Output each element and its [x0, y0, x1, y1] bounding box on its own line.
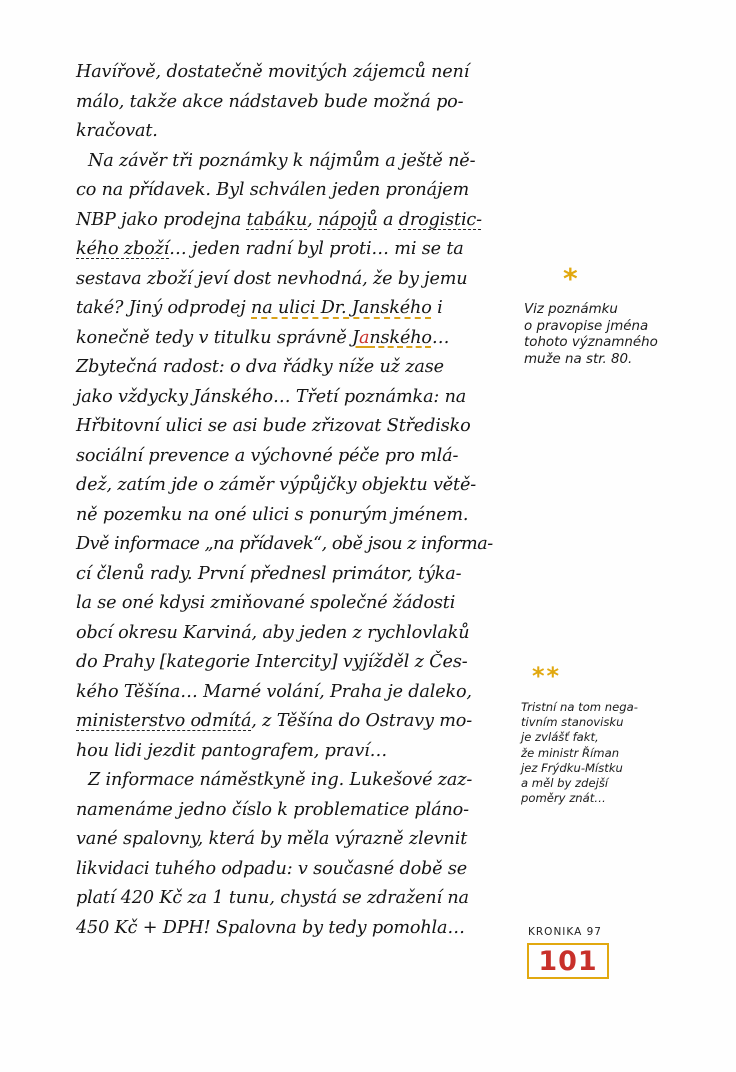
footnote-asterisk: * — [563, 262, 578, 295]
text-line: ně pozemku na oné ulici s ponurým jménem. — [76, 504, 469, 525]
text-line: do Prahy [kategorie Intercity] vyjížděl z Čes- — [76, 652, 468, 672]
name-rest: nského — [369, 327, 432, 348]
note-line: tohoto významného — [524, 335, 658, 350]
text-line: kého Těšína… Marné volání, Praha je daleko, — [76, 681, 472, 702]
text-line: 450 Kč + DPH! Spalovna by tedy pomohla… — [76, 917, 465, 938]
text-line: Zbytečná radost: o dva řádky níže už zase — [76, 357, 444, 377]
note-line: Tristní na tom nega- — [521, 700, 638, 714]
note-line: jez Frýdku-Místku — [521, 760, 623, 775]
text-line: Z informace náměstkyně ing. Lukešové zaz- — [88, 770, 473, 790]
note-line: že ministr Říman — [521, 745, 620, 760]
underlined-word: nápojů — [317, 209, 378, 230]
text-line: Na závěr tři poznámky k nájmům a ještě ně- — [88, 150, 476, 171]
text-line: Dvě informace „na přídavek“, obě jsou z informa- — [76, 534, 493, 554]
text-line: Hřbitovní ulici se asi bude zřizovat Středisko — [76, 416, 471, 436]
text-line: sestava zboží jeví dost nevhodná, že by jemu — [76, 268, 468, 289]
text-line: dež, zatím jde o záměr výpůjčky objektu větě- — [76, 475, 477, 495]
page-number: 101 — [538, 945, 598, 977]
note-line: je zvlášť fakt, — [521, 730, 599, 745]
text-line: platí 420 Kč za 1 tunu, chystá se zdražení na — [76, 888, 469, 908]
page-number-box — [527, 943, 609, 979]
name-letter: J — [352, 327, 360, 348]
text-line: Havířově, dostatečně movitých zájemců není — [76, 62, 470, 82]
text-line-underlined: také? Jiný odprodej na ulici Dr. Janského i — [76, 298, 443, 318]
text-line: namenáme jedno číslo k problematice pláno- — [76, 799, 469, 820]
text-line: cí členů rady. První přednesl primátor, týka- — [76, 563, 462, 584]
text-line-underlined: ministerstvo odmítá, z Těšína do Ostravy mo- — [76, 711, 473, 731]
underlined-word: kého zboží — [76, 239, 170, 259]
highlighted-name — [352, 328, 432, 348]
text-line: málo, takže akce nádstaveb bude možná po- — [76, 91, 464, 112]
note-line: muže na str. 80. — [524, 351, 633, 367]
underlined-word: drogistic- — [398, 209, 482, 230]
note-line: a měl by zdejší — [521, 776, 609, 791]
text-line: likvidaci tuhého odpadu: v současné době se — [76, 858, 467, 879]
note-line: tivním stanovisku — [521, 715, 624, 730]
underlined-word: tabáku — [246, 209, 308, 230]
text-line: co na přídavek. Byl schválen jeden pronájem — [76, 180, 470, 200]
note-line: poměry znát… — [521, 791, 606, 806]
margin-note-1 — [524, 302, 699, 368]
footnote-double-asterisk: ** — [532, 662, 562, 690]
text-line-underlined: kého zboží… jeden radní byl proti… mi se ta — [76, 239, 464, 259]
text-line: la se oné kdysi zmiňované společné žádosti — [76, 593, 456, 613]
text-line-underlined: konečně tedy v titulku správně Janského… — [76, 327, 450, 348]
text-line: hou lidi jezdit pantografem, praví… — [76, 740, 388, 761]
note-line: o pravopise jména — [524, 318, 649, 334]
text-line: vané spalovny, která by měla výrazně zlevnit — [76, 829, 468, 849]
text-line: kračovat. — [76, 121, 158, 141]
margin-note-2 — [521, 700, 681, 806]
chronicle-label: KRONIKA 97 — [528, 926, 602, 938]
highlighted-letter: a — [359, 327, 370, 348]
main-text-block — [76, 58, 516, 943]
note-line: Viz poznámku — [524, 302, 618, 317]
text-line: obcí okresu Karviná, aby jeden z rychlovlaků — [76, 622, 470, 643]
text-line-underlined: NBP jako prodejna tabáku, nápojů a drogistic- — [76, 209, 482, 230]
text-line: jako vždycky Jánského… Třetí poznámka: na — [76, 386, 467, 407]
text-line: sociální prevence a výchovné péče pro mlá- — [76, 445, 459, 466]
underlined-phrase: ministerstvo odmítá — [76, 711, 252, 731]
underlined-street-name: na ulici Dr. Janského — [251, 298, 432, 318]
